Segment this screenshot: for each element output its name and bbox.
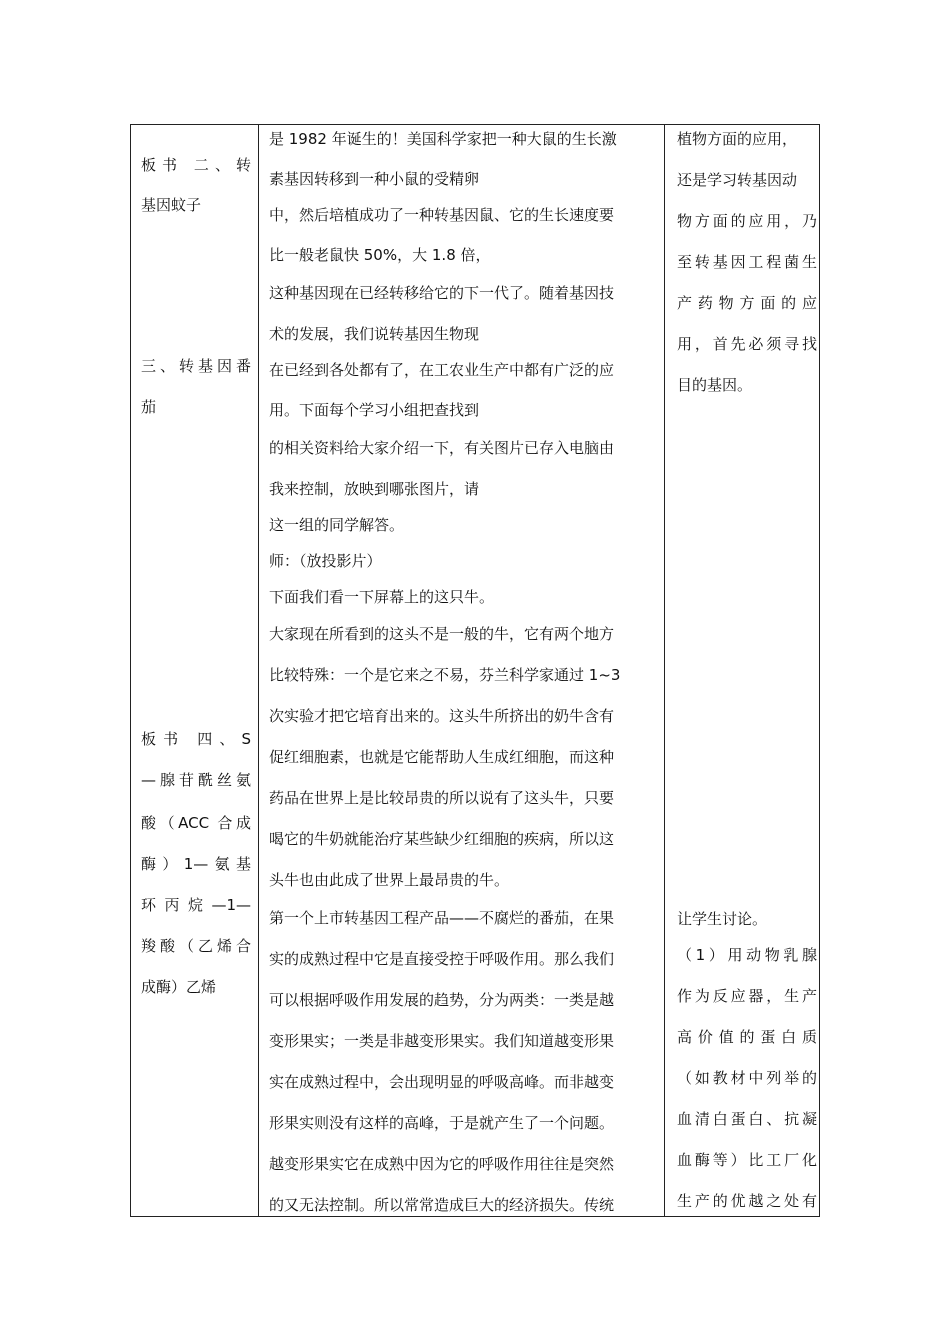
text-line: —腺苷酰丝氨	[141, 771, 251, 789]
text-line: 血清白蛋白、抗凝	[677, 1110, 817, 1128]
text-line: 作为反应器，生产	[677, 987, 817, 1005]
text-line: 板书 四、S	[141, 730, 251, 748]
text-line: 生产的优越之处有	[677, 1192, 817, 1210]
text-line: 至转基因工程菌生	[677, 253, 817, 271]
text-line: 头牛也由此成了世界上最昂贵的牛。	[269, 871, 510, 889]
text-line: （如教材中列举的	[677, 1069, 817, 1087]
text-line: 第一个上市转基因工程产品——不腐烂的番茄，在果	[269, 909, 615, 927]
text-line: 中，然后培植成功了一种转基因鼠、它的生长速度要	[269, 206, 615, 224]
text-line: 物方面的应用，乃	[677, 212, 817, 230]
text-line: 三、转基因番	[141, 357, 251, 375]
teaching-process-column	[259, 125, 664, 1216]
text-line: 喝它的牛奶就能治疗某些缺少红细胞的疾病，所以这	[269, 830, 615, 848]
text-line: （1）用动物乳腺	[677, 946, 817, 964]
text-line: 大家现在所看到的这头不是一般的牛，它有两个地方	[269, 625, 615, 643]
text-line: 酶）1—氨基	[141, 855, 251, 873]
text-line: 还是学习转基因动	[677, 171, 798, 189]
text-line: 越变形果实它在成熟中因为它的呼吸作用往往是突然	[269, 1155, 615, 1173]
text-line: 茄	[141, 398, 157, 416]
blackboard-column	[131, 125, 258, 1216]
text-line: 成酶）乙烯	[141, 978, 217, 996]
text-line: 的相关资料给大家介绍一下，有关图片已存入电脑由	[269, 439, 615, 457]
text-line: 形果实则没有这样的高峰，于是就产生了一个问题。	[269, 1114, 615, 1132]
text-line: 变形果实；一类是非越变形果实。我们知道越变形果	[269, 1032, 615, 1050]
text-line: 让学生讨论。	[677, 910, 768, 928]
text-line: 酸（ACC 合成	[141, 814, 251, 832]
text-line: 基因蚊子	[141, 196, 202, 214]
text-line: 高价值的蛋白质	[677, 1028, 817, 1046]
text-line: 促红细胞素，也就是它能帮助人生成红细胞，而这种	[269, 748, 615, 766]
text-line: 这一组的同学解答。	[269, 516, 405, 534]
lesson-plan-table	[130, 124, 820, 1217]
text-line: 目的基因。	[677, 376, 753, 394]
text-line: 实的成熟过程中它是直接受控于呼吸作用。那么我们	[269, 950, 615, 968]
text-line: 药品在世界上是比较昂贵的所以说有了这头牛，只要	[269, 789, 615, 807]
design-intent-column	[665, 125, 821, 1216]
text-line: 用，首先必须寻找	[677, 335, 817, 353]
text-line: 产药物方面的应	[677, 294, 817, 312]
text-line: 的又无法控制。所以常常造成巨大的经济损失。传统	[269, 1196, 615, 1214]
text-line: 是 1982 年诞生的！美国科学家把一种大鼠的生长激	[269, 130, 617, 148]
text-line: 素基因转移到一种小鼠的受精卵	[269, 170, 480, 188]
text-line: 比较特殊：一个是它来之不易，芬兰科学家通过 1~3	[269, 666, 621, 684]
text-line: 师：（放投影片）	[269, 552, 382, 570]
text-line: 这种基因现在已经转移给它的下一代了。随着基因技	[269, 284, 615, 302]
text-line: 板书 二、转	[141, 156, 251, 174]
text-line: 羧酸（乙烯合	[141, 937, 251, 955]
text-line: 环丙烷—1—	[141, 896, 251, 914]
text-line: 用。下面每个学习小组把查找到	[269, 401, 480, 419]
text-line: 下面我们看一下屏幕上的这只牛。	[269, 588, 495, 606]
text-line: 次实验才把它培育出来的。这头牛所挤出的奶牛含有	[269, 707, 615, 725]
text-line: 在已经到各处都有了，在工农业生产中都有广泛的应	[269, 361, 615, 379]
text-line: 术的发展，我们说转基因生物现	[269, 325, 480, 343]
text-line: 实在成熟过程中，会出现明显的呼吸高峰。而非越变	[269, 1073, 615, 1091]
text-line: 血酶等）比工厂化	[677, 1151, 817, 1169]
text-line: 比一般老鼠快 50%，大 1.8 倍，	[269, 246, 491, 264]
text-line: 可以根据呼吸作用发展的趋势，分为两类：一类是越	[269, 991, 615, 1009]
text-line: 植物方面的应用，	[677, 130, 798, 148]
text-line: 我来控制，放映到哪张图片，请	[269, 480, 480, 498]
